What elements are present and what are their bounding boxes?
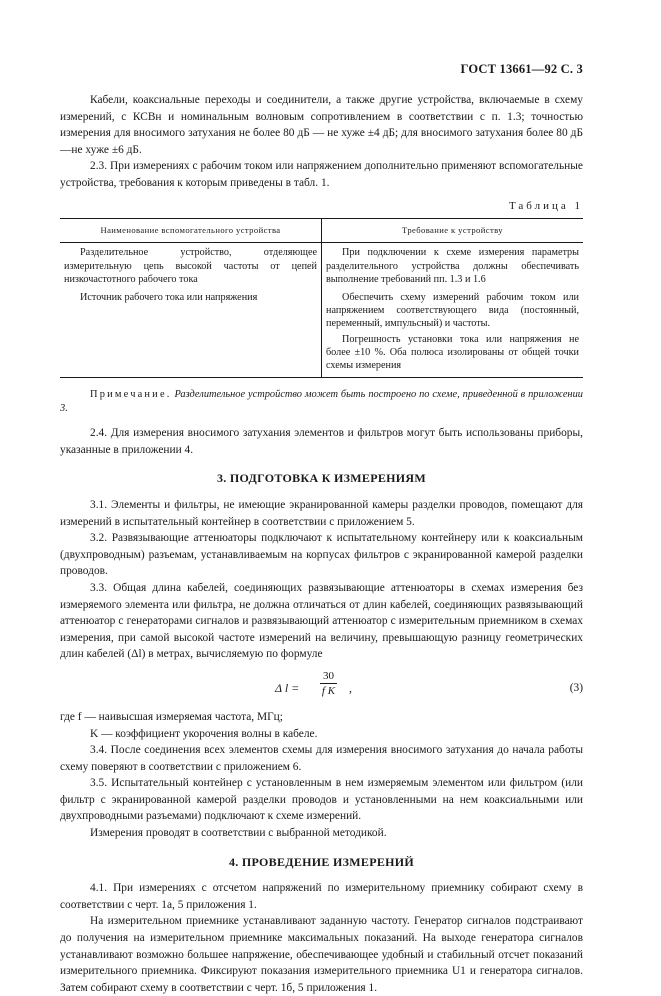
paragraph-2-3: 2.3. При измерениях с рабочим током или напряжением дополнительно применяют вспомогательные устройства, требования к которым приведены в табл. 1. <box>60 160 583 189</box>
paragraph-3-3: 3.3. Общая длина кабелей, соединяющих развязывающие аттенюаторы в схемах измерения без измеряемого элемента или фильтра, не должна отличаться от длин кабелей, соединяющих развязывающий аттенюатор с генераторами сигналов и развязывающий аттенюатор с измерительным приемником в схемах измерения, при самой высокой частоте измерений на величину, превышающую разницу геометрических длин кабелей (Δl) в метрах, вычисляемую по формуле <box>60 581 583 661</box>
table-note <box>60 388 583 416</box>
note-text: Разделительное устройство может быть построено по схеме, приведенной в приложении 3. <box>60 389 583 415</box>
paragraph-4-1: 4.1. При измерениях с отсчетом напряжений по измерительному приемнику собирают схему в соответствии с черт. 1а, 5 приложения 1. <box>60 882 583 911</box>
formula-numerator: 30 <box>320 669 337 684</box>
paragraph-4-1b: На измерительном приемнике устанавливают заданную частоту. Генератор сигналов подстраивают до получения на измерительном приемнике максимальных показаний. На выходе генератора сигналов устанавливают возможно большее напряжение, обеспечивающее удобный и стабильный отсчет показаний измерительного приемника. Фиксируют показания измерительного приемника U1 и генератора сигналов. Затем собирают схему в соответствии с черт. 1б, 5 приложения 1. <box>60 915 583 994</box>
formula-number: (3) <box>569 681 583 694</box>
page-header: ГОСТ 13661—92 С. 3 <box>460 62 583 76</box>
note-label: Примечание. <box>90 389 172 401</box>
paragraph-cables: Кабели, коаксиальные переходы и соединители, а также другие устройства, включаемые в схему измерений, с КСВн и номинальным волновым сопротивлением в соответствии с п. 1.3; точностью измерения для вносимого затухания не более 80 дБ — не хуже ±4 дБ; для вносимого затухания более 80 дБ —не хуже ±6 дБ. <box>60 94 583 156</box>
formula-3 <box>60 669 583 707</box>
table-1 <box>60 218 583 378</box>
table-row <box>60 288 583 378</box>
paragraph-3-4: 3.4. После соединения всех элементов схемы для измерения вносимого затухания до начала работы схему поверяют в соответствии с приложением 6. <box>60 744 583 773</box>
table-header-requirement: Требование к устройству <box>322 219 584 243</box>
paragraph-3-1: 3.1. Элементы и фильтры, не имеющие экранированной камеры разделки проводов, помещают для измерений в испытательный контейнер в соответствии с приложением 5. <box>60 498 583 528</box>
document-body <box>60 92 583 996</box>
table-header-row <box>60 219 583 243</box>
table-header-device: Наименование вспомогательного устройства <box>60 219 322 243</box>
paragraph-2-4: 2.4. Для измерения вносимого затухания элементов и фильтров могут быть использованы приборы, указанные в приложении 4. <box>60 427 583 456</box>
where-f: где f — наивысшая измеряемая частота, МГц; <box>60 710 283 723</box>
table-row <box>60 243 583 288</box>
formula-lhs: Δ l = <box>275 680 300 695</box>
table-cell-requirement: При подключении к схеме измерения параметры разделительного устройства должны обеспечивать выполнение требований пп. 1.3 и 1.6 <box>326 247 579 285</box>
section-3-title: 3. ПОДГОТОВКА К ИЗМЕРЕНИЯМ <box>216 471 427 486</box>
where-k: K — коэффициент укорочения волны в кабеле. <box>90 727 318 740</box>
formula-denominator: f K <box>321 684 336 697</box>
paragraph-3-2: 3.2. Развязывающие аттенюаторы подключают к испытательному контейнеру или к коаксиальным (двухпроводным) разъемам, устанавливаемым на корпусах фильтров с экранированной камерой разделки проводов. <box>60 532 583 578</box>
table-cell-device: Источник рабочего тока или напряжения <box>60 288 322 378</box>
table-cell-device: Разделительное устройство, отделяющее измерительную цепь высокой частоты от цепей низкочастотного рабочего тока <box>60 243 322 288</box>
formula-fraction <box>320 669 337 698</box>
paragraph-3-5b: Измерения проводят в соответствии с выбранной методикой. <box>90 827 387 840</box>
paragraph-3-5: 3.5. Испытательный контейнер с установленным в нем измеряемым элементом или фильтром (или фильтр с экранированной камерой разделки проводов и установленными на нем коаксиальными или двухпроводными разъемами) подключают к схеме измерений. <box>60 777 583 823</box>
table-caption: Таблица 1 <box>508 199 583 212</box>
formula-comma: , <box>349 680 352 695</box>
section-4-title: 4. ПРОВЕДЕНИЕ ИЗМЕРЕНИЙ <box>228 854 415 869</box>
table-cell-requirement: Обеспечить схему измерений рабочим током или напряжением соответствующего вида (постоянный, переменный, импульсный) и частоты. Погрешность установки тока или напряжения не более ±10 %. Оба полюса изолированы от общей точки схемы измерения <box>322 288 584 378</box>
